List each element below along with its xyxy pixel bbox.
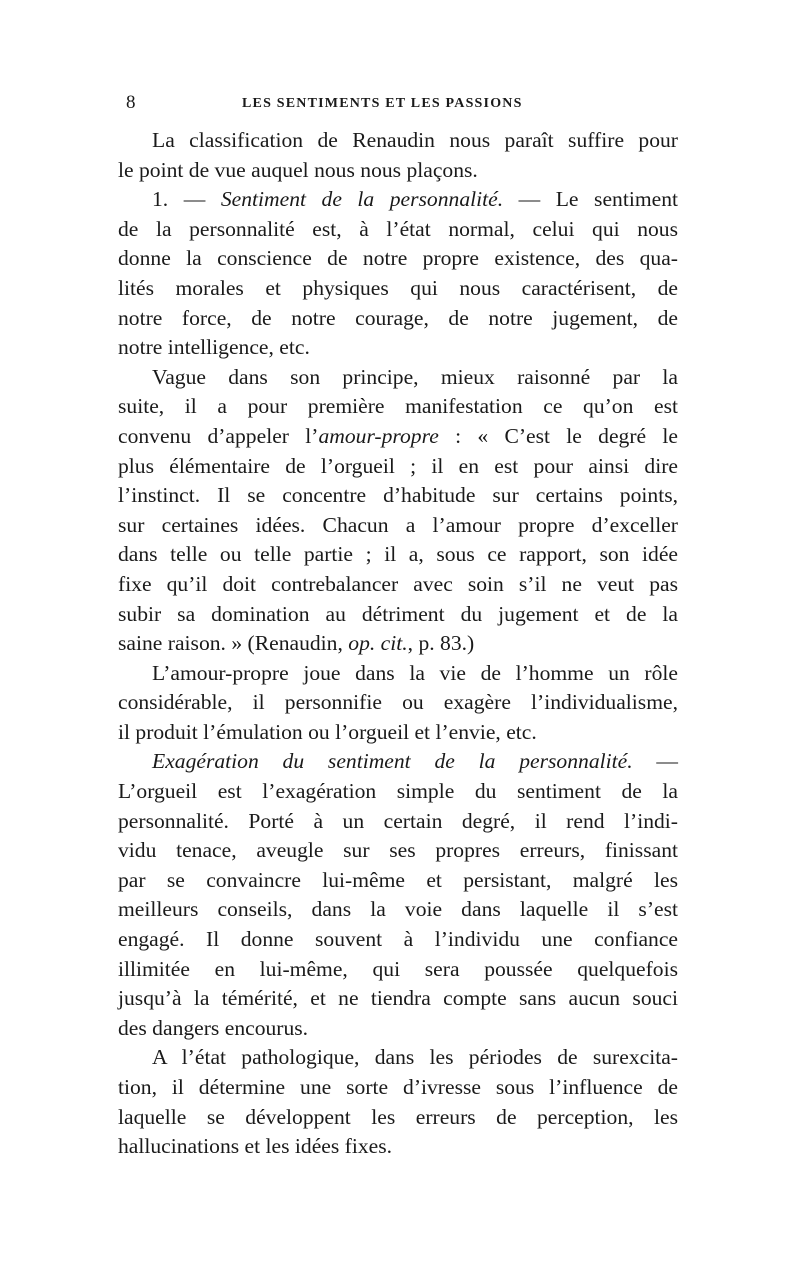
paragraph-5 [118,747,678,1043]
text-line: Vague dans son principe, mieux raisonné par la [152,364,678,389]
text-line: plus élémentaire de l’orgueil ; il en est pour ainsi dire [118,453,678,478]
section-number: 1. — [152,187,221,212]
text-line: vidu tenace, aveugle sur ses propres erreurs, finissant [118,838,678,863]
book-page [118,92,678,1162]
paragraph-3 [118,363,678,659]
text-line: dans telle ou telle partie ; il a, sous ce rapport, son idée [118,542,678,567]
text-line: des dangers encourus. [118,1015,309,1040]
text-line: considérable, il personnifie ou exagère l’individualisme, [118,690,678,715]
text-line: laquelle se développent les erreurs de perception, les [118,1104,678,1129]
inline-text: : « C’est le degré le [438,423,679,448]
text-line: hallucinations et les idées fixes. [118,1134,393,1159]
section-heading: Sentiment de la personnalité. [220,187,504,212]
text-line: L’orgueil est l’exagération simple du sentiment de la [118,779,678,804]
text-line: il produit l’émulation ou l’orgueil et l’envie, etc. [118,719,537,744]
text-line: subir sa domination au détriment du jugement et de la [118,601,678,626]
text-line: meilleurs conseils, dans la voie dans laquelle il s’est [118,897,678,922]
text-line: fixe qu’il doit contrebalancer avec soin s’il ne veut pas [118,571,678,596]
text-line: lités morales et physiques qui nous caractérisent, de [118,275,678,300]
text-line: personnalité. Porté à un certain degré, il rend l’indi- [118,808,678,833]
text-line: La classification de Renaudin nous paraît suffire pour [152,128,678,152]
text-line: illimitée en lui-même, qui sera poussée quelquefois [118,956,678,981]
text-line: sur certaines idées. Chacun a l’amour propre d’exceller [118,512,678,537]
citation: op. cit. [348,631,408,656]
running-head [118,92,678,116]
paragraph-1 [118,126,678,185]
body-text [118,126,678,1162]
text-line: de la personnalité est, à l’état normal, celui qui nous [118,216,678,241]
text-line: L’amour-propre joue dans la vie de l’homme un rôle [152,660,678,685]
inline-text: , p. 83.) [407,631,475,656]
inline-text: saine raison. » (Renaudin, [118,631,349,656]
section-heading: Exagération du sentiment de la personnalité. [152,749,633,774]
text-line: le point de vue auquel nous nous plaçons. [118,157,478,182]
text-line: donne la conscience de notre propre existence, des qua- [118,246,678,271]
text-line: par se convaincre lui-même et persistant, malgré les [118,867,678,892]
text-line: engagé. Il donne souvent à l’individu une confiance [118,927,678,952]
text-line: A l’état pathologique, dans les périodes de surexcita- [152,1045,678,1070]
page-number: 8 [126,92,136,113]
italic-term: amour-propre [318,423,439,448]
text-line [118,185,678,215]
text-line: jusqu’à la témérité, et ne tiendra compte sans aucun souci [118,986,678,1011]
text-line: suite, il a pour première manifestation ce qu’on est [118,394,678,419]
heading-continuation: — Le sentiment [503,187,679,212]
text-line: l’instinct. Il se concentre d’habitude sur certains points, [118,483,678,508]
inline-text: convenu d’appeler l’ [118,423,319,448]
paragraph-2 [118,185,678,363]
text-line [118,629,678,659]
text-line: notre force, de notre courage, de notre jugement, de [118,305,678,330]
heading-continuation: — [632,749,678,774]
paragraph-4 [118,659,678,748]
text-line: tion, il détermine une sorte d’ivresse sous l’influence de [118,1075,678,1099]
text-line [118,747,678,777]
text-line: notre intelligence, etc. [118,335,310,360]
paragraph-6 [118,1043,678,1161]
text-line [118,422,678,452]
running-title: LES SENTIMENTS ET LES PASSIONS [242,96,523,111]
